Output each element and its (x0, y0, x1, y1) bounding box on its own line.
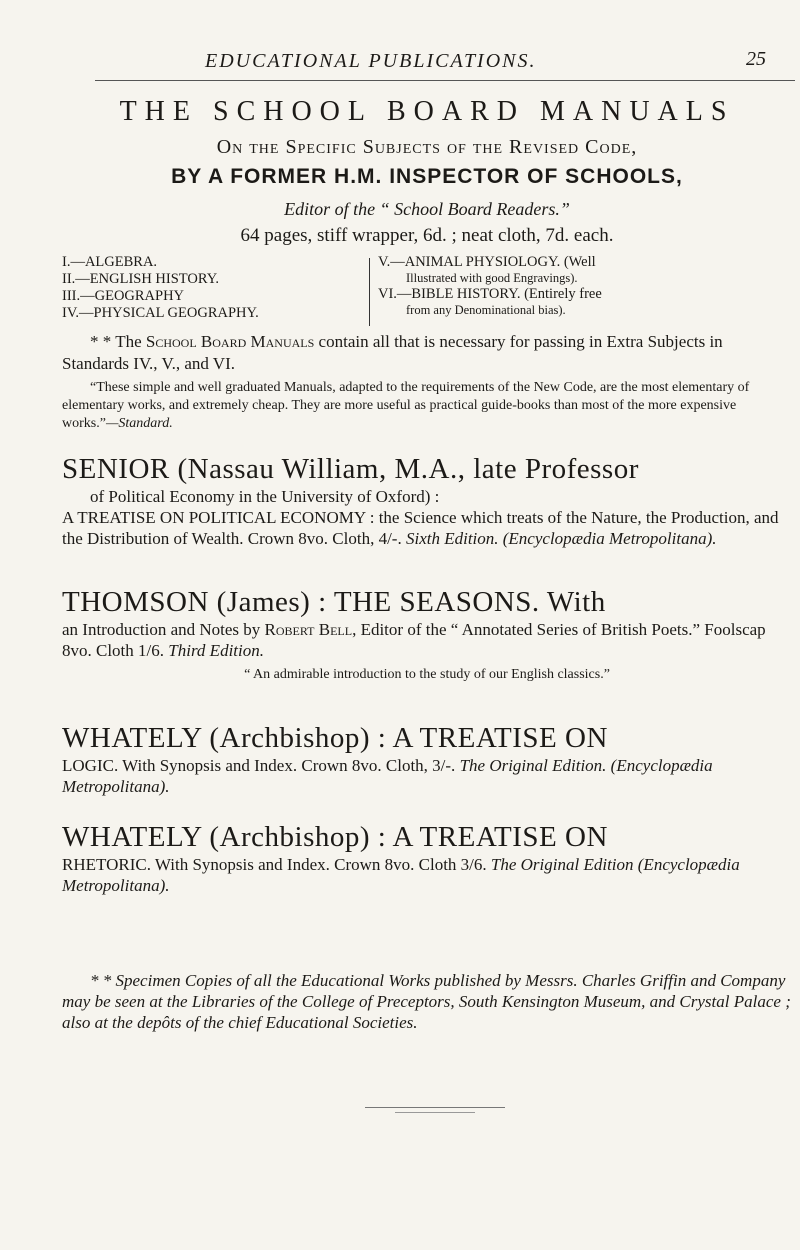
entry-heading: WHATELY (Archbishop) : A TREATISE ON (62, 722, 608, 754)
running-head: EDUCATIONAL PUBLICATIONS. (205, 50, 537, 72)
entry-whately-rhetoric (62, 820, 792, 896)
price-line: 64 pages, stiff wrapper, 6d. ; neat cloth, 7d. each. (240, 225, 614, 246)
series-note: * * The School Board Manuals contain all that is necessary for passing in Extra Subjects in Standards IV., V., and VI. (62, 332, 723, 373)
header-rule (95, 80, 795, 81)
entry-senior (62, 452, 792, 549)
list-item: I.—ALGEBRA. (62, 254, 158, 270)
entry-heading: SENIOR (Nassau William, M.A., late Professor (62, 453, 639, 485)
review-quote: “ An admirable introduction to the study of our English classics.” (244, 667, 610, 682)
entry-line: of Political Economy in the University of Oxford) : (90, 487, 440, 506)
list-item: III.—GEOGRAPHY (62, 288, 185, 304)
manual-list-left (62, 254, 362, 322)
list-item: VI.—BIBLE HISTORY. (Entirely free (378, 286, 602, 302)
list-item-note: from any Denominational bias). (406, 303, 566, 317)
specimen-note: * * Specimen Copies of all the Educational Works published by Messrs. Charles Griffin and Company may be seen at the Libraries of the College of Preceptors, South Kensington Museum, and Crystal Palace ; also at the depôts of the chief Educational Societies. (62, 971, 791, 1032)
entry-thomson (62, 585, 792, 661)
page-number: 25 (746, 48, 766, 70)
entry-body: A TREATISE ON POLITICAL ECONOMY : the Science which treats of the Nature, the Production, and the Distribution of Wealth. Crown 8vo. Cloth, 4/-. Sixth Edition. (Encyclopædia Metropolitana). (62, 508, 779, 548)
list-item-note: Illustrated with good Engravings). (406, 271, 578, 285)
list-item: II.—ENGLISH HISTORY. (62, 271, 219, 287)
editor-line: Editor of the “ School Board Readers.” (284, 199, 570, 219)
list-item: V.—ANIMAL PHYSIOLOGY. (Well (378, 254, 596, 270)
entry-heading: WHATELY (Archbishop) : A TREATISE ON (62, 821, 608, 853)
entry-whately-logic (62, 721, 792, 797)
manual-list-right (378, 254, 793, 318)
footer-rule (395, 1112, 475, 1113)
series-subtitle: On the Specific Subjects of the Revised Code, (216, 136, 638, 158)
entry-heading: THOMSON (James) : THE SEASONS. With (62, 586, 606, 618)
entry-body: LOGIC. With Synopsis and Index. Crown 8vo. Cloth, 3/-. The Original Edition. (Encyclopædia Metropolitana). (62, 756, 713, 796)
entry-body: RHETORIC. With Synopsis and Index. Crown 8vo. Cloth 3/6. The Original Edition (Encyclopædia Metropolitana). (62, 855, 740, 895)
series-author-line: BY A FORMER H.M. INSPECTOR OF SCHOOLS, (171, 165, 683, 188)
series-title: THE SCHOOL BOARD MANUALS (119, 96, 735, 127)
list-item: IV.—PHYSICAL GEOGRAPHY. (62, 305, 259, 321)
list-divider (369, 258, 370, 326)
review-quote: “These simple and well graduated Manuals, adapted to the requirements of the New Code, are the most elementary of elementary works, and extremely cheap. They are more useful as practical guide-books than most of the more expensive works.”—Standard. (62, 380, 750, 431)
entry-body: an Introduction and Notes by Robert Bell, Editor of the “ Annotated Series of British Poets.” Foolscap 8vo. Cloth 1/6. Third Edition. (62, 620, 766, 660)
footer-rule (365, 1107, 505, 1108)
